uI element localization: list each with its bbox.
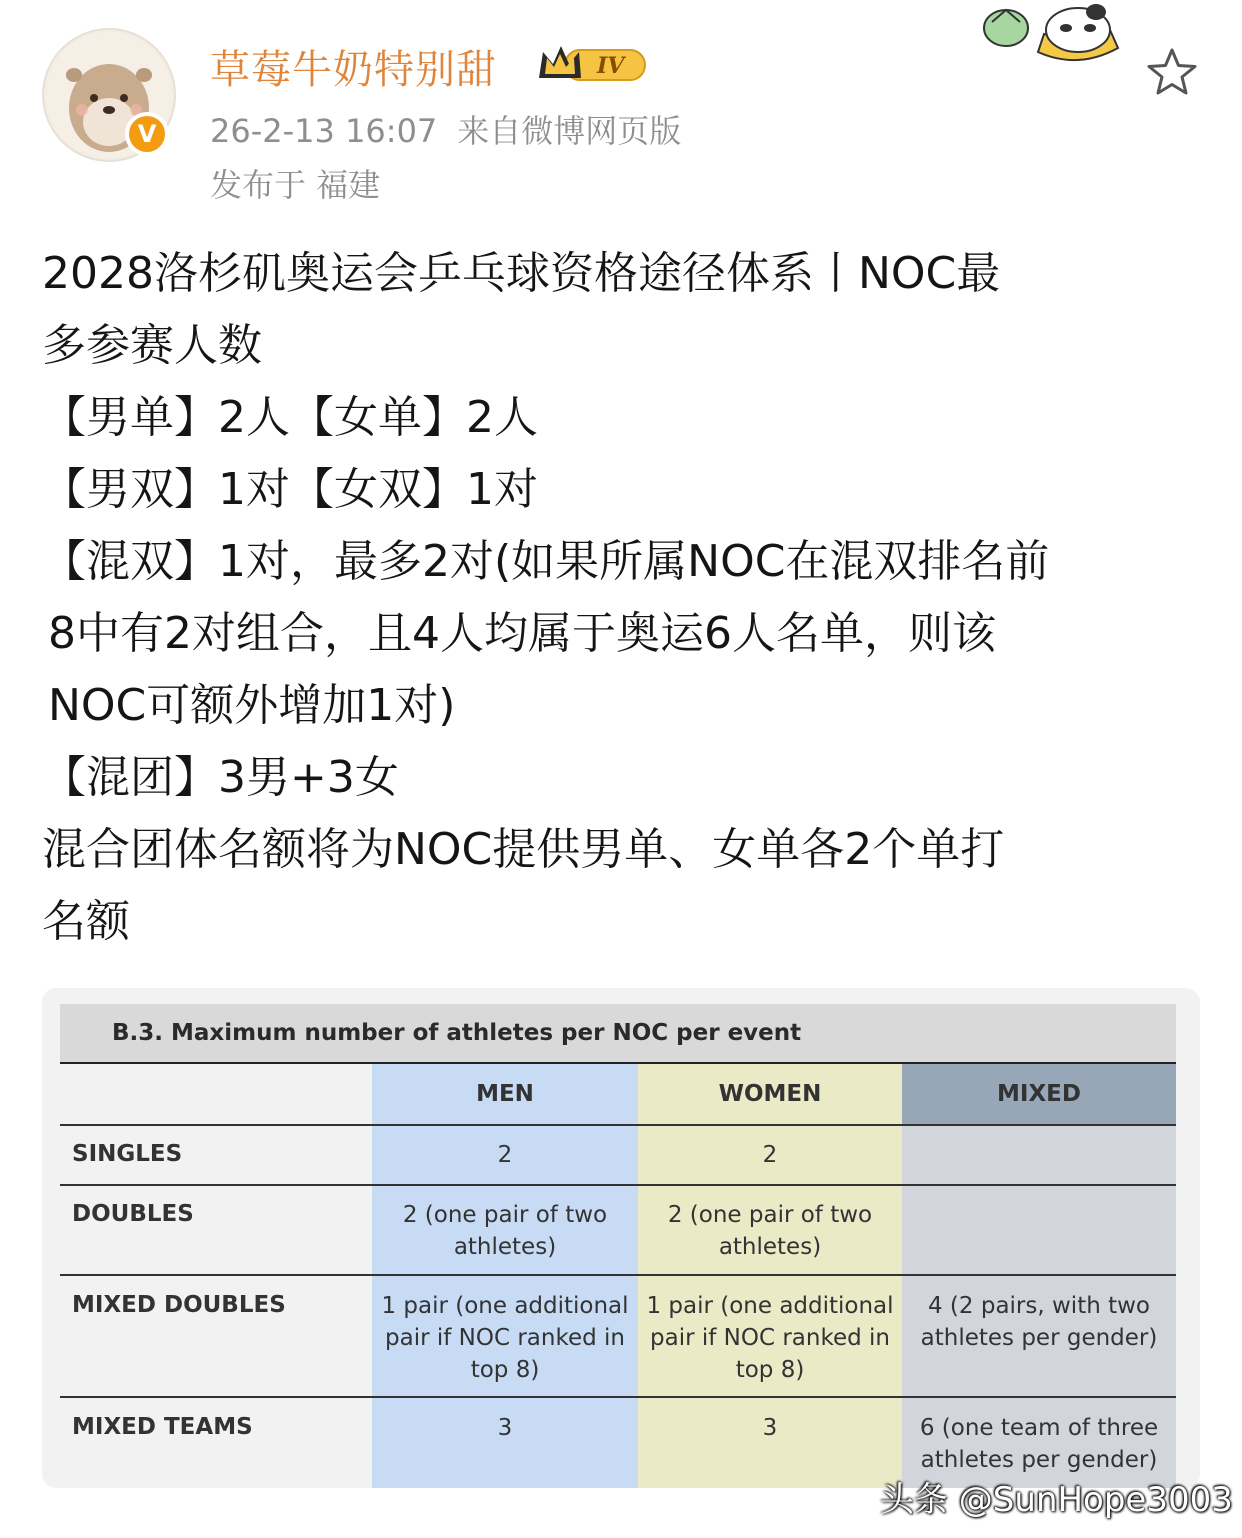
post-line: 【男单】2人【女单】2人: [42, 392, 538, 443]
post-line: 多参赛人数: [42, 320, 262, 371]
table-divider: [60, 1396, 1176, 1398]
table-divider: [60, 1274, 1176, 1276]
table-divider: [60, 1184, 1176, 1186]
post-source[interactable]: 来自微博网页版: [457, 112, 682, 150]
table-cell: 6 (one team of three athletes per gender): [919, 1415, 1159, 1473]
row-label: MIXED TEAMS: [72, 1414, 253, 1440]
table-cell: 2 (one pair of two athletes): [402, 1202, 608, 1260]
level-badge: IV: [597, 53, 625, 79]
athletes-table: [60, 1004, 1176, 1488]
table-cell: 4 (2 pairs, with two athletes per gender): [920, 1293, 1158, 1351]
post-meta: [210, 106, 681, 152]
watermark: 头条 @SunHope3003: [880, 1480, 1233, 1520]
post-line: 名额: [42, 896, 130, 947]
header-mixed: MIXED: [902, 1064, 1176, 1124]
panda-sticker-icon: [978, 0, 1128, 72]
row-label: MIXED DOUBLES: [72, 1292, 286, 1318]
row-label: SINGLES: [72, 1141, 183, 1167]
table-cell: 2: [762, 1142, 778, 1168]
verified-badge-icon: V: [125, 112, 169, 156]
table-caption: B.3. Maximum number of athletes per NOC per event: [60, 1004, 1176, 1064]
table-cell: 3: [497, 1415, 513, 1441]
table-divider: [60, 1124, 1176, 1126]
post-line: 【混团】3男+3女: [42, 752, 399, 803]
username[interactable]: 草莓牛奶特别甜: [210, 47, 497, 93]
table-cell: 3: [762, 1415, 778, 1441]
star-icon[interactable]: [1145, 46, 1199, 98]
row-label: DOUBLES: [72, 1201, 194, 1227]
post-location: 发布于 福建: [210, 166, 381, 204]
post-timestamp: 26-2-13 16:07: [210, 112, 438, 150]
header-men: MEN: [476, 1081, 534, 1107]
table-cell: 1 pair (one additional pair if NOC ranked in top 8): [646, 1293, 894, 1383]
table-cell: 2 (one pair of two athletes): [667, 1202, 873, 1260]
post-line: NOC可额外增加1对): [48, 680, 456, 731]
post-line: 混合团体名额将为NOC提供男单、女单各2个单打: [42, 824, 1005, 875]
table-cell: 1 pair (one additional pair if NOC ranked in top 8): [381, 1293, 629, 1383]
post-line: 2028洛杉矶奥运会乒乓球资格途径体系丨NOC最: [42, 248, 1001, 299]
post-line: 8中有2对组合，且4人均属于奥运6人名单，则该: [48, 608, 996, 659]
table-cell: 2: [497, 1142, 513, 1168]
post-line: 【男双】1对【女双】1对: [42, 464, 538, 515]
post-line: 【混双】1对，最多2对(如果所属NOC在混双排名前: [42, 536, 1050, 587]
header-women: WOMEN: [718, 1081, 822, 1107]
crown-icon: [535, 40, 651, 88]
post-body: [42, 238, 1207, 958]
post-image[interactable]: [42, 988, 1200, 1488]
